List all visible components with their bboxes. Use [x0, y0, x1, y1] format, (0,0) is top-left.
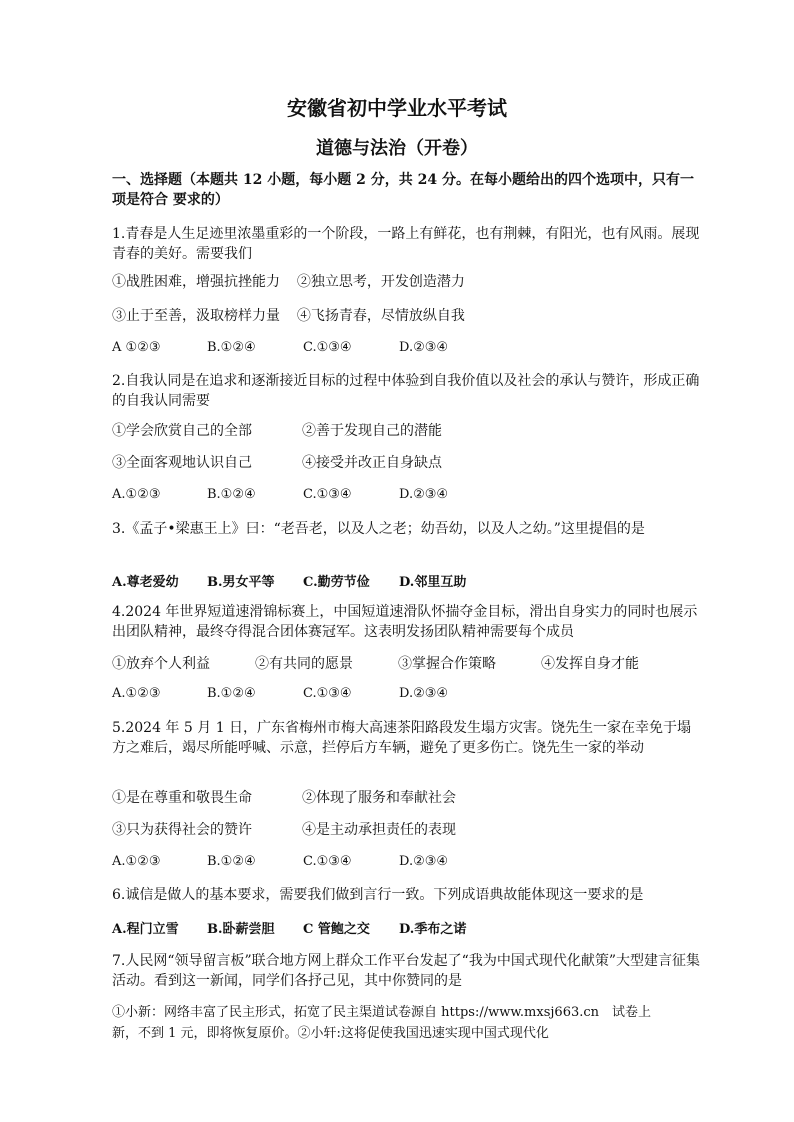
option-a: A.尊老爱幼 [112, 575, 179, 590]
statement: ③全面客观地认识自己 [112, 455, 252, 471]
option-c: C.①③④ [303, 854, 352, 869]
option-d: D.②③④ [399, 854, 449, 869]
option-a: A.①②③ [112, 854, 161, 869]
option-d: D.邻里互助 [399, 575, 467, 590]
question-2-statements-row1 [112, 421, 442, 441]
question-4-stem: 4.2024 年世界短道速滑锦标赛上，中国短道速滑队怀揣夺金目标，滑出自身实力的同时也展示出团队精神，最终夺得混合团体赛冠军。这表明发扬团队精神需要每个成员 [112, 604, 698, 640]
question-2-stem: 2.自我认同是在追求和逐渐接近目标的过程中体验到自我价值以及社会的承认与赞许，形成正确的自我认同需要 [112, 373, 700, 409]
option-b: B.卧薪尝胆 [207, 922, 275, 937]
statement: ④接受并改正自身缺点 [302, 455, 442, 471]
option-b: B.①②④ [207, 340, 256, 355]
statement: ②善于发现自己的潜能 [302, 423, 442, 439]
exam-title: 安徽省初中学业水平考试 [287, 96, 507, 120]
statement: ③止于至善，汲取榜样力量 [112, 308, 280, 324]
statement: ②有共同的愿景 [255, 656, 353, 672]
statement: ①放弃个人利益 [112, 656, 210, 672]
question-2-statements-row2 [112, 453, 442, 473]
option-a: A ①②③ [112, 340, 161, 355]
question-5-statements-row1 [112, 788, 456, 808]
question-1-stem: 1.青春是人生足迹里浓墨重彩的一个阶段，一路上有鲜花，也有荆棘，有阳光，也有风雨。展现青春的美好。需要我们 [112, 226, 700, 262]
question-7-line2: 新，不到 1 元，即将恢复原价。②小轩:这将促使我国迅速实现中国式现代化 [112, 1026, 549, 1041]
option-c: C.①③④ [303, 686, 352, 701]
question-6-stem: 6.诚信是做人的基本要求，需要我们做到言行一致。下列成语典故能体现这一要求的是 [112, 887, 644, 903]
option-c: C.①③④ [303, 487, 352, 502]
option-c: C 管鲍之交 [303, 922, 370, 937]
option-b: B.①②④ [207, 487, 256, 502]
exam-subtitle: 道德与法治（开卷） [316, 138, 478, 159]
option-b: B.男女平等 [207, 575, 275, 590]
statement: ②独立思考，开发创造潜力 [296, 274, 465, 290]
option-a: A.程门立雪 [112, 922, 179, 937]
statement: ③只为获得社会的赞许 [112, 822, 252, 838]
question-5-stem: 5.2024 年 5 月 1 日，广东省梅州市梅大高速茶阳路段发生塌方灾害。饶先生一家在幸免于塌方之难后，竭尽所能呼喊、示意，拦停后方车辆，避免了更多伤亡。饶先生一家的举动 [112, 720, 692, 756]
section-heading: 一、选择题（本题共 12 小题，每小题 2 分，共 24 分。在每小题给出的四个选项中，只有一项是符合 要求的） [112, 172, 694, 208]
option-d: D.②③④ [399, 686, 449, 701]
question-1-statements-row2 [112, 306, 465, 326]
statement: ④飞扬青春，尽情放纵自我 [296, 308, 465, 324]
option-a: A.①②③ [112, 487, 161, 502]
statement: ③掌握合作策略 [398, 656, 496, 672]
option-c: C.①③④ [303, 340, 352, 355]
statement: ①战胜困难，增强抗挫能力 [112, 274, 280, 290]
option-b: B.①②④ [207, 854, 256, 869]
question-5-statements-row2 [112, 820, 456, 840]
option-d: D.②③④ [399, 340, 449, 355]
statement: ②体现了服务和奉献社会 [302, 790, 456, 806]
option-d: D.②③④ [399, 487, 449, 502]
question-7-line1: ①小新：网络丰富了民主形式，拓宽了民主渠道试卷源自 https://www.mxsj663.cn 试卷上 [112, 1005, 652, 1020]
option-c: C.勤劳节俭 [303, 575, 370, 590]
question-1-statements-row1 [112, 272, 465, 292]
option-d: D.季布之诺 [399, 922, 467, 937]
statement: ①学会欣赏自己的全部 [112, 423, 252, 439]
question-3-stem: 3.《孟子•梁惠王上》曰：“老吾老，以及人之老；幼吾幼，以及人之幼。”这里提倡的是 [112, 521, 645, 537]
option-b: B.①②④ [207, 686, 256, 701]
question-4-statements [112, 654, 639, 674]
statement: ①是在尊重和敬畏生命 [112, 790, 252, 806]
statement: ④发挥自身才能 [541, 656, 639, 672]
option-a: A.①②③ [112, 686, 161, 701]
question-7-stem: 7.人民网“领导留言板”联合地方网上群众工作平台发起了“我为中国式现代化献策”大型建言征集活动。看到这一新闻，同学们各抒己见，其中你赞同的是 [112, 953, 700, 989]
statement: ④是主动承担责任的表现 [302, 822, 456, 838]
